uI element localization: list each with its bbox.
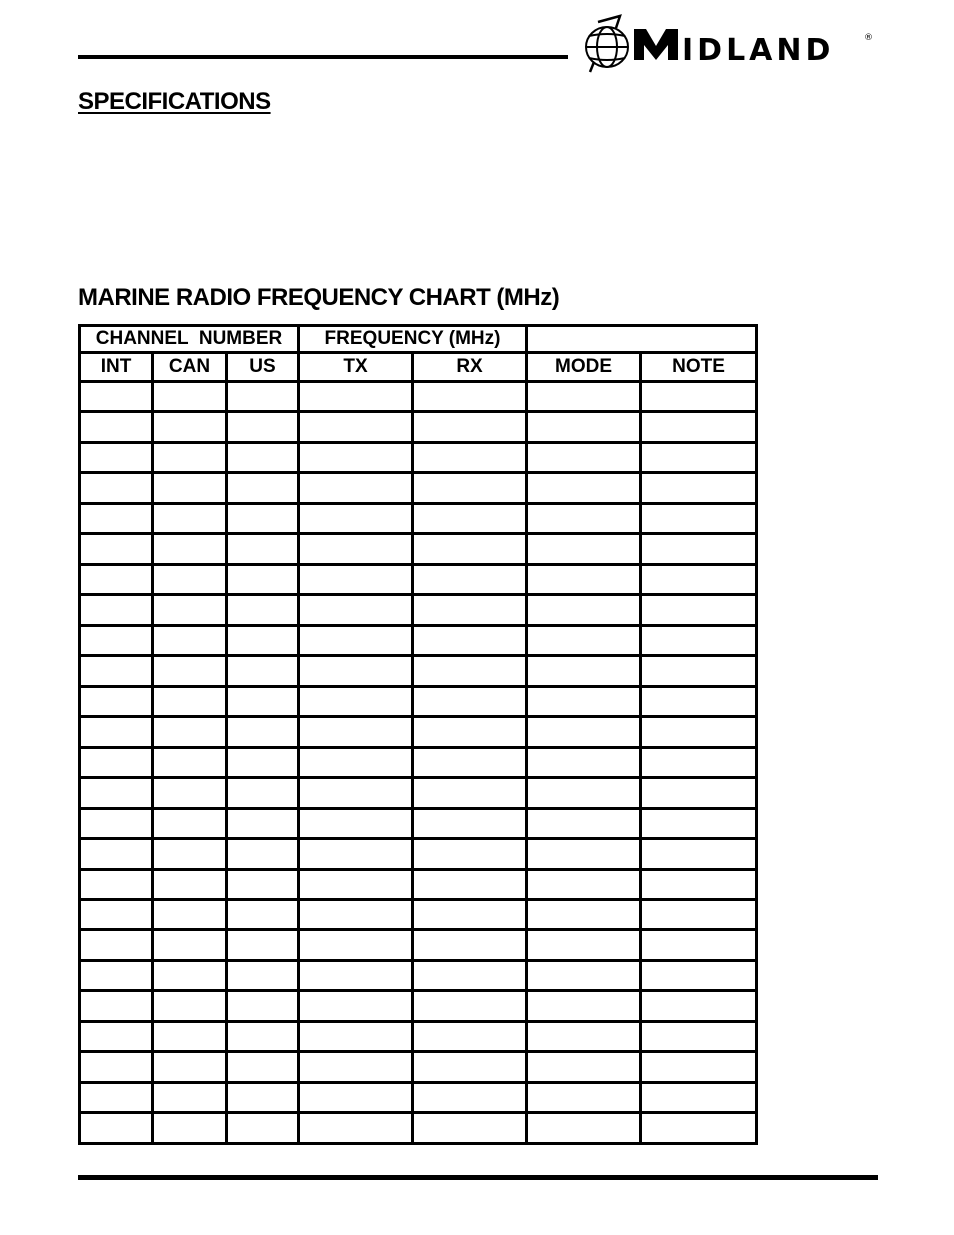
group-header-row [80, 326, 757, 353]
specifications-title: SPECIFICATIONS [78, 88, 271, 115]
table-cell [527, 1052, 641, 1082]
frequency-chart-table [78, 324, 758, 1145]
table-cell [527, 1021, 641, 1051]
table-cell [299, 1113, 413, 1144]
header-rule [78, 55, 568, 59]
table-cell [153, 960, 227, 990]
table-cell [80, 625, 153, 655]
table-cell [527, 1113, 641, 1144]
chart-body [80, 382, 757, 1144]
table-cell [413, 564, 527, 594]
table-cell [153, 686, 227, 716]
table-cell [227, 564, 299, 594]
table-cell [299, 1021, 413, 1051]
frequency-header: FREQUENCY (MHz) [299, 326, 527, 353]
table-row [80, 899, 757, 929]
table-cell [641, 595, 757, 625]
table-row [80, 564, 757, 594]
table-cell [227, 534, 299, 564]
table-cell [641, 717, 757, 747]
table-cell [227, 1052, 299, 1082]
table-cell [227, 473, 299, 503]
table-cell [227, 503, 299, 533]
table-cell [527, 442, 641, 472]
table-row [80, 839, 757, 869]
table-cell [153, 869, 227, 899]
table-cell [153, 473, 227, 503]
table-row [80, 808, 757, 838]
table-cell [527, 595, 641, 625]
table-cell [527, 564, 641, 594]
table-cell [153, 808, 227, 838]
table-cell [80, 442, 153, 472]
table-cell [413, 442, 527, 472]
table-cell [641, 625, 757, 655]
table-row [80, 1021, 757, 1051]
table-cell [80, 717, 153, 747]
table-cell [413, 899, 527, 929]
table-cell [153, 778, 227, 808]
table-cell [227, 595, 299, 625]
table-cell [299, 899, 413, 929]
table-cell [227, 747, 299, 777]
table-cell [413, 412, 527, 442]
table-cell [299, 595, 413, 625]
table-cell [80, 1113, 153, 1144]
table-cell [641, 1021, 757, 1051]
table-cell [299, 1052, 413, 1082]
table-cell [299, 960, 413, 990]
table-row [80, 991, 757, 1021]
frequency-chart-title: MARINE RADIO FREQUENCY CHART (MHz) [78, 284, 560, 311]
table-cell [527, 473, 641, 503]
table-row [80, 686, 757, 716]
table-cell [80, 960, 153, 990]
table-row [80, 656, 757, 686]
table-cell [80, 899, 153, 929]
column-header-row [80, 353, 757, 382]
registered-mark: ® [864, 33, 873, 43]
table-cell [80, 869, 153, 899]
table-cell [80, 412, 153, 442]
table-cell [641, 899, 757, 929]
table-cell [641, 991, 757, 1021]
table-cell [413, 1113, 527, 1144]
table-cell [641, 534, 757, 564]
table-cell [413, 382, 527, 412]
table-row [80, 382, 757, 412]
table-cell [227, 930, 299, 960]
table-cell [80, 564, 153, 594]
table-row [80, 1082, 757, 1112]
table-cell [299, 534, 413, 564]
table-cell [641, 869, 757, 899]
table-cell [80, 808, 153, 838]
table-cell [641, 686, 757, 716]
table-cell [80, 473, 153, 503]
table-cell [227, 778, 299, 808]
table-cell [299, 656, 413, 686]
table-cell [413, 503, 527, 533]
footer-rule [78, 1175, 878, 1180]
table-cell [153, 839, 227, 869]
table-cell [153, 930, 227, 960]
table-cell [641, 1082, 757, 1112]
table-cell [413, 534, 527, 564]
logo-wordmark: IDLAND [682, 33, 835, 68]
table-cell [299, 412, 413, 442]
table-cell [299, 991, 413, 1021]
table-cell [527, 991, 641, 1021]
table-cell [80, 656, 153, 686]
table-cell [527, 686, 641, 716]
table-cell [527, 382, 641, 412]
table-cell [153, 656, 227, 686]
table-cell [153, 899, 227, 929]
table-cell [527, 960, 641, 990]
table-cell [413, 778, 527, 808]
table-row [80, 473, 757, 503]
table-cell [227, 625, 299, 655]
table-cell [227, 899, 299, 929]
table-cell [153, 717, 227, 747]
table-cell [80, 686, 153, 716]
table-cell [527, 625, 641, 655]
table-cell [641, 412, 757, 442]
column-header-us: US [227, 353, 299, 382]
table-cell [527, 808, 641, 838]
table-cell [80, 930, 153, 960]
table-cell [227, 1021, 299, 1051]
column-header-int: INT [80, 353, 153, 382]
table-cell [80, 991, 153, 1021]
table-cell [299, 930, 413, 960]
table-cell [413, 960, 527, 990]
table-cell [227, 839, 299, 869]
table-cell [527, 747, 641, 777]
table-cell [227, 869, 299, 899]
table-row [80, 1052, 757, 1082]
table-cell [413, 1082, 527, 1112]
table-cell [299, 869, 413, 899]
column-header-can: CAN [153, 353, 227, 382]
table-cell [299, 839, 413, 869]
table-cell [153, 534, 227, 564]
table-row [80, 747, 757, 777]
table-row [80, 595, 757, 625]
table-row [80, 960, 757, 990]
table-cell [153, 625, 227, 655]
table-cell [227, 656, 299, 686]
midland-logo [580, 14, 880, 78]
table-cell [80, 1021, 153, 1051]
table-cell [227, 686, 299, 716]
table-row [80, 869, 757, 899]
table-cell [641, 442, 757, 472]
table-cell [299, 564, 413, 594]
table-cell [153, 991, 227, 1021]
table-cell [227, 1113, 299, 1144]
table-cell [413, 1021, 527, 1051]
table-cell [413, 991, 527, 1021]
table-cell [413, 930, 527, 960]
table-cell [641, 960, 757, 990]
table-cell [299, 503, 413, 533]
table-cell [299, 473, 413, 503]
channel-number-header: CHANNEL NUMBER [80, 326, 299, 353]
table-row [80, 717, 757, 747]
table-cell [641, 503, 757, 533]
table-row [80, 778, 757, 808]
table-cell [641, 808, 757, 838]
table-cell [527, 717, 641, 747]
table-cell [153, 382, 227, 412]
table-cell [153, 442, 227, 472]
table-cell [641, 564, 757, 594]
table-cell [153, 1082, 227, 1112]
table-cell [413, 656, 527, 686]
table-cell [299, 442, 413, 472]
table-cell [299, 717, 413, 747]
table-cell [527, 869, 641, 899]
logo-m-glyph [634, 29, 678, 60]
table-cell [299, 686, 413, 716]
table-cell [153, 503, 227, 533]
table-cell [227, 717, 299, 747]
table-cell [80, 839, 153, 869]
table-cell [153, 595, 227, 625]
table-cell [413, 595, 527, 625]
table-cell [299, 808, 413, 838]
table-cell [227, 960, 299, 990]
table-row [80, 534, 757, 564]
table-cell [527, 412, 641, 442]
table-cell [527, 656, 641, 686]
table-cell [153, 1052, 227, 1082]
table-cell [227, 1082, 299, 1112]
table-cell [641, 1052, 757, 1082]
table-cell [413, 686, 527, 716]
table-cell [299, 382, 413, 412]
table-cell [153, 1113, 227, 1144]
table-cell [641, 839, 757, 869]
table-cell [527, 1082, 641, 1112]
table-cell [413, 747, 527, 777]
table-cell [641, 382, 757, 412]
table-cell [227, 442, 299, 472]
table-cell [413, 839, 527, 869]
table-cell [413, 473, 527, 503]
table-row [80, 442, 757, 472]
table-cell [641, 1113, 757, 1144]
table-row [80, 930, 757, 960]
table-cell [153, 747, 227, 777]
table-cell [527, 503, 641, 533]
table-row [80, 1113, 757, 1144]
table-cell [227, 808, 299, 838]
table-cell [527, 534, 641, 564]
table-cell [641, 656, 757, 686]
table-row [80, 503, 757, 533]
table-cell [527, 899, 641, 929]
globe-icon [586, 16, 628, 72]
column-header-tx: TX [299, 353, 413, 382]
table-cell [299, 1082, 413, 1112]
table-row [80, 625, 757, 655]
table-cell [227, 412, 299, 442]
table-cell [227, 382, 299, 412]
table-cell [80, 503, 153, 533]
table-cell [80, 382, 153, 412]
table-cell [299, 625, 413, 655]
table-cell [80, 1082, 153, 1112]
table-cell [527, 930, 641, 960]
table-cell [641, 747, 757, 777]
table-cell [80, 534, 153, 564]
table-cell [413, 869, 527, 899]
table-cell [527, 778, 641, 808]
table-cell [299, 778, 413, 808]
table-row [80, 412, 757, 442]
table-cell [641, 473, 757, 503]
table-cell [153, 1021, 227, 1051]
table-cell [641, 778, 757, 808]
column-header-note: NOTE [641, 353, 757, 382]
table-cell [153, 564, 227, 594]
table-cell [153, 412, 227, 442]
table-cell [413, 808, 527, 838]
table-cell [80, 747, 153, 777]
column-header-rx: RX [413, 353, 527, 382]
table-cell [80, 778, 153, 808]
blank-group-header [527, 326, 757, 353]
table-cell [413, 1052, 527, 1082]
table-cell [413, 625, 527, 655]
table-cell [641, 930, 757, 960]
table-cell [227, 991, 299, 1021]
table-cell [299, 747, 413, 777]
table-cell [80, 1052, 153, 1082]
table-cell [80, 595, 153, 625]
column-header-mode: MODE [527, 353, 641, 382]
table-cell [413, 717, 527, 747]
table-cell [527, 839, 641, 869]
